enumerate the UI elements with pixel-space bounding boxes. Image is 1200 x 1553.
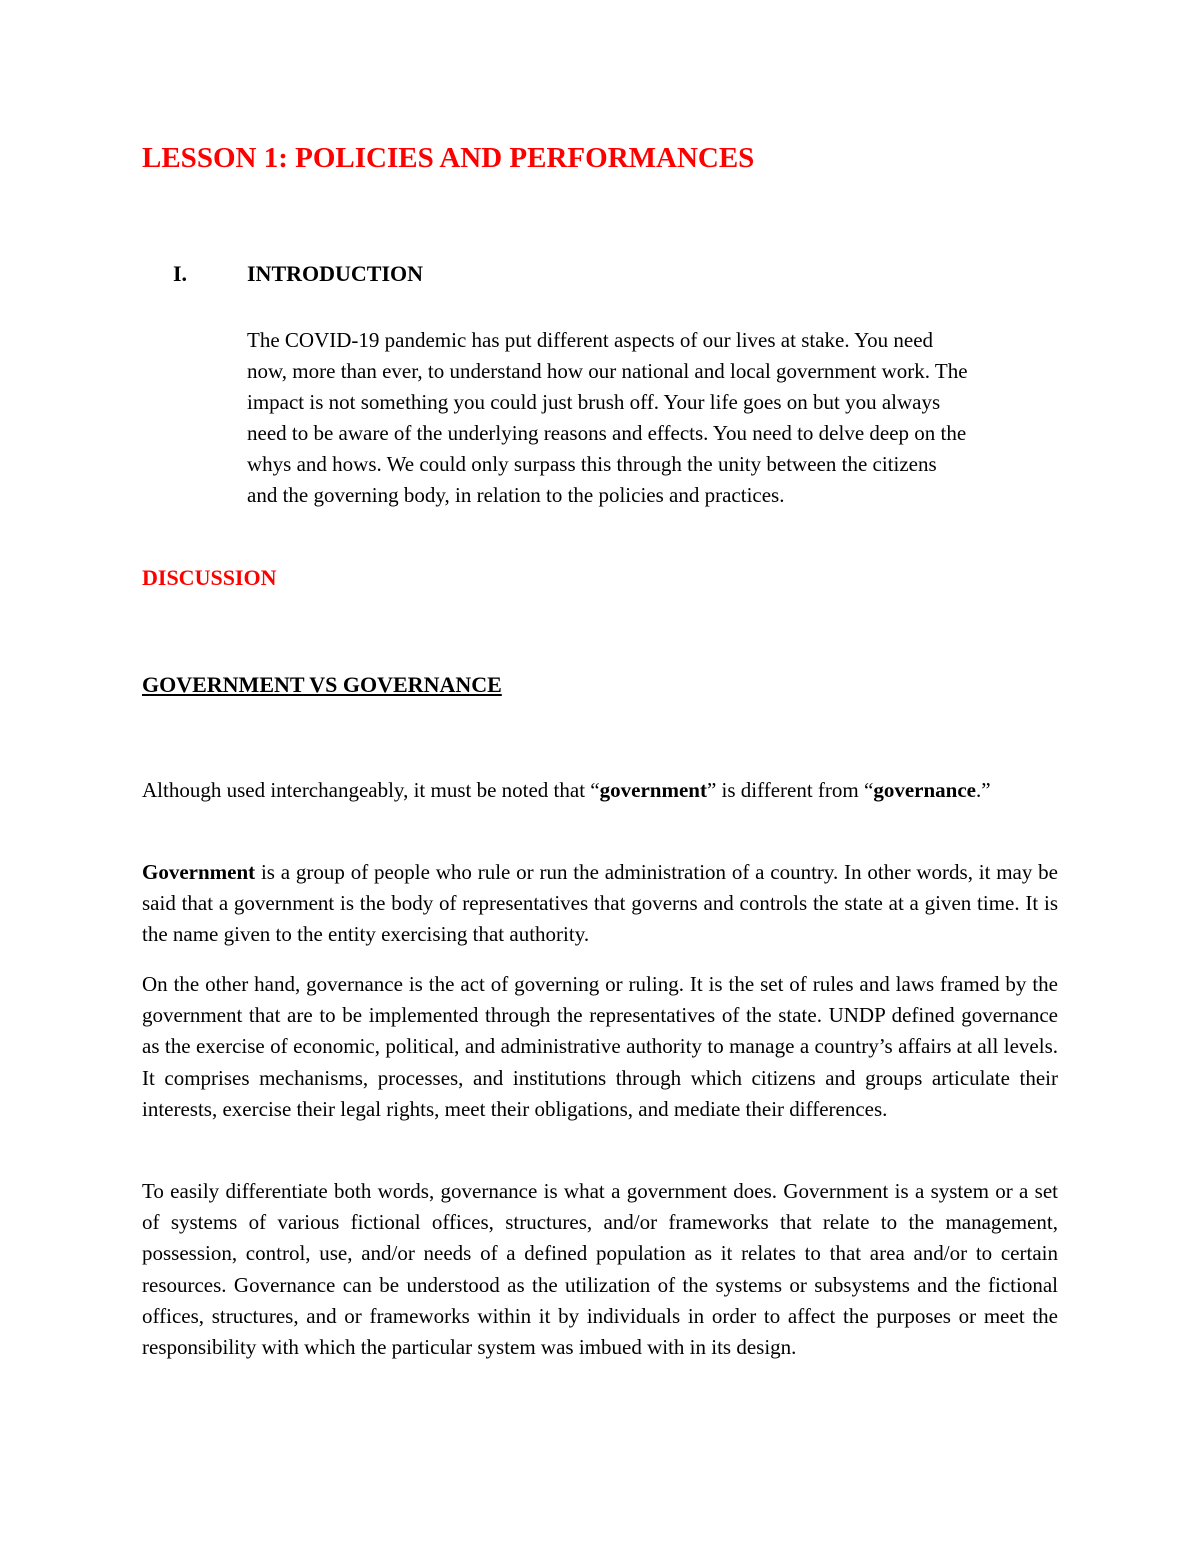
introduction-heading: INTRODUCTION [247,261,424,286]
introduction-line: whys and hows. We could only surpass this through the unity between the citizens [247,452,937,476]
paragraph-text: is a group of people who rule or run the administration of a country. In other words, it may be said that a government is the body of representatives that governs and controls the state at a given time. It is the name given to the entity exercising that authority. [142,860,1058,947]
paragraph-text: .” [975,778,991,802]
introduction-line: The COVID-19 pandemic has put different aspects of our lives at stake. You need [247,328,934,352]
paragraph-text: Although used interchangeably, it must be noted that “ [142,778,600,802]
term-government-bold: Government [142,860,256,884]
governance-definition-paragraph: On the other hand, governance is the act of governing or ruling. It is the set of rules and laws framed by the government that are to be implemented through the representatives of the state. UNDP defined governance as the exercise of economic, political, and administrative authority to manage a country’s affairs at all levels. It comprises mechanisms, processes, and institutions through which citizens and groups articulate their interests, exercise their legal rights, meet their obligations, and mediate their differences. [142,972,1058,1121]
government-definition-paragraph [142,857,1058,951]
government-vs-governance-heading: GOVERNMENT VS GOVERNANCE [142,672,502,697]
introduction-line: impact is not something you could just brush off. Your life goes on but you always [247,390,941,414]
introduction-paragraph [247,325,1077,511]
lesson-title: LESSON 1: POLICIES AND PERFORMANCES [142,142,755,174]
introduction-numeral: I. [173,261,188,286]
differentiation-paragraph: To easily differentiate both words, governance is what a government does. Government is a system or a set of systems of various fictional offices, structures, and/or frameworks that relate to the management, possession, control, use, and/or needs of a defined population as it relates to that area and/or to certain resources. Governance can be understood as the utilization of the systems or subsystems and the fictional offices, structures, and or frameworks within it by individuals in order to affect the purposes or meet the responsibility with which the particular system was imbued with in its design. [142,1179,1058,1360]
term-government: government [599,778,707,802]
introduction-line: and the governing body, in relation to the policies and practices. [247,483,785,507]
introduction-line: need to be aware of the underlying reasons and effects. You need to delve deep on the [247,421,967,445]
term-governance: governance [873,778,976,802]
introduction-line: now, more than ever, to understand how our national and local government work. The [247,359,968,383]
discussion-heading: DISCUSSION [142,565,277,590]
interchangeably-paragraph [142,775,1058,806]
paragraph-text: ” is different from “ [706,778,874,802]
